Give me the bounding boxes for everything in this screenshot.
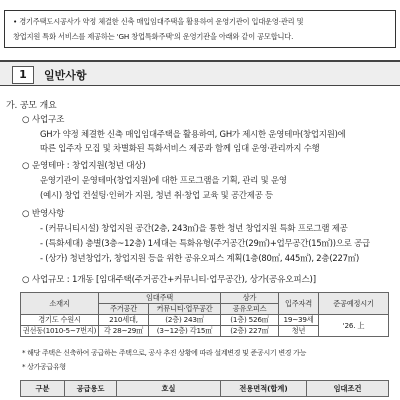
notice-line-1: • 경기주택도시공사가 약정 체결한 신축 매입임대주택을 활용하여 운영기관이 입대운영·관리 및 [13,17,304,26]
scale-label: ○ 사업규모 : 1개동 [임대주택(주거공간+커뮤니티·업무공간), 상가(공유오피스)] [22,275,316,285]
notice-box [4,10,396,48]
reflect-line-2: - (특화세대) 층별(3층~12층) 1세대는 특화유형(주거공간(29㎡)+업무공간(15㎡))으로 공급 [40,238,370,248]
note-1: * 해당 주택은 신축하여 공급하는 주택으로, 공사 추진 상황에 따라 설계변경 및 준공시기 변경 가능 [22,349,307,357]
reflect-label: ○ 반영사항 [22,209,65,219]
theme-line-2: (예시) 창업 컨설팅·인허가 지원, 청년 취·창업 교육 및 공간제공 등 [40,190,273,200]
section-title: 일반사항 [44,69,87,82]
sub-header-usage: 공급용도 [65,381,117,397]
theme-line-1: 운영기관이 운영테마(창업지원)에 대한 프로그램을 기획, 관리 및 운영 [40,175,287,185]
cell-location-1: 경기도 수원시 [21,315,99,326]
reflect-line-3: - (상가) 청년창업가, 창업지원 등을 위한 공유오피스 계획(1층(80㎡, 445㎡), 2층(227㎡) [40,253,360,263]
sub-header-category: 구분 [21,381,65,397]
note-2: * 상가공급유형 [22,363,66,371]
reflect-line-1: - (커뮤니티시설) 창업지원 공간(2층, 243㎡)을 통한 청년 창업지원 특화 프로그램 제공 [40,223,348,233]
theme-label: ○ 운영테마 : 창업지원(청년 대상) [22,161,146,171]
project-line-2: 따른 입주자 모집 및 차별화된 특화서비스 제공과 함께 임대 운영·관리까지 수행 [40,143,320,153]
cell-office-1: (1층) 526㎡ [221,315,279,326]
notice-line-2: 창업지원 특화 서비스를 제공하는 'GH 창업특화주택'의 운영기관을 아래와 같이 공모합니다. [13,32,294,41]
project-table [20,292,389,337]
header-shop: 상가 [221,293,279,304]
project-label: ○ 사업구조 [22,115,65,125]
cell-location-2: 권선동(1010-5~7번지) [21,326,99,337]
project-line-1: GH가 약정 체결한 신축 매입임대주택을 활용하여, GH가 제시한 운영테마(창업지원)에 [40,129,346,139]
shop-supply-table [20,380,389,397]
section-number: 1 [12,66,34,84]
cell-community-1: (2층) 243㎡ [149,315,221,326]
section-header [0,60,400,86]
header-office: 공유오피스 [221,304,279,315]
overview-heading: 가. 공모 개요 [6,101,57,111]
header-target: 입주자격 [279,293,319,315]
cell-date: '26. 上 [319,315,389,337]
header-residential: 주거공간 [99,304,149,315]
cell-office-2: (2층) 227㎡ [221,326,279,337]
sub-header-area: 전용면적(합계) [221,381,307,397]
header-community: 커뮤니티·업무공간 [149,304,221,315]
header-date: 준공예정시기 [319,293,389,315]
cell-community-2: (3~12층) 각15㎡ [149,326,221,337]
cell-target-1: 19~39세 [279,315,319,326]
cell-residential-2: 각 28~29㎡ [99,326,149,337]
header-rental: 임대주택 [99,293,221,304]
header-location: 소재지 [21,293,99,315]
sub-header-conditions: 임대조건 [307,381,389,397]
cell-residential-1: 210세대, [99,315,149,326]
sub-header-unit: 호실 [117,381,221,397]
cell-target-2: 청년 [279,326,319,337]
